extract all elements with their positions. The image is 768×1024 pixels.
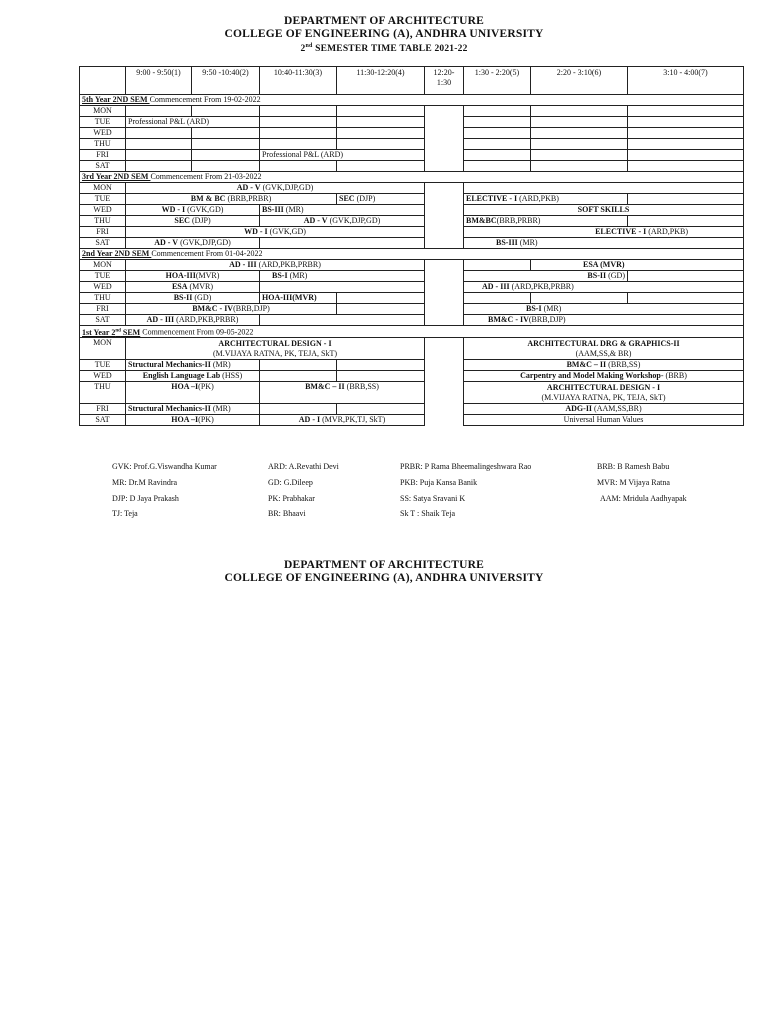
section-header-3rd-year: 3rd Year 2ND SEM Commencement From 21-03-2022 <box>80 172 744 183</box>
dept-title-2: DEPARTMENT OF ARCHITECTURE <box>283 559 485 571</box>
class-slot: ESA (MVR) <box>531 260 744 271</box>
period-1: 9:00 - 9:50(1) <box>126 67 192 95</box>
class-slot: ESA (MVR) <box>126 282 260 293</box>
class-slot: SOFT SKILLS <box>464 205 744 216</box>
class-slot: HOA –I(PK) <box>126 382 260 404</box>
class-slot: BM&C - IV(BRB,DJP) <box>464 315 744 326</box>
class-slot: BS-I (MR) <box>464 304 744 315</box>
class-slot: AD - V (GVK,DJP,GD) <box>260 216 425 227</box>
lunch-period: 12:20-1:30 <box>425 67 464 95</box>
section-row-1st-year <box>80 326 744 338</box>
legend-item: MVR: M Vijaya Ratna <box>597 478 670 487</box>
class-slot: Professional P&L (ARD) <box>260 150 425 161</box>
table-row <box>80 282 744 293</box>
day-label: FRI <box>80 150 126 161</box>
section-row-2nd-year <box>80 249 744 260</box>
day-label: WED <box>80 371 126 382</box>
class-slot <box>260 315 425 326</box>
table-row <box>80 304 744 315</box>
class-slot: AD - I (MVR,PK,TJ, SkT) <box>260 415 425 426</box>
table-row <box>80 271 744 282</box>
day-label: MON <box>80 338 126 360</box>
college-title-2: COLLEGE OF ENGINEERING (A), ANDHRA UNIVERSITY <box>224 572 544 584</box>
day-label: TUE <box>80 194 126 205</box>
class-slot: BS-III (MR) <box>464 238 744 249</box>
day-label: SAT <box>80 161 126 172</box>
table-row <box>80 205 744 216</box>
class-slot: Professional P&L (ARD) <box>126 117 260 128</box>
class-slot: ELECTIVE - I (ARD,PKB) <box>464 194 628 205</box>
day-label: TUE <box>80 271 126 282</box>
class-slot: SEC (DJP) <box>337 194 425 205</box>
class-slot: Universal Human Values <box>464 415 744 426</box>
day-label: THU <box>80 293 126 304</box>
legend-item: DJP: D Jaya Prakash <box>112 494 179 503</box>
class-slot: ELECTIVE - I (ARD,PKB) <box>464 227 744 238</box>
class-slot: HOA-III(MVR) <box>260 293 337 304</box>
day-label: WED <box>80 282 126 293</box>
legend-item: Sk T : Shaik Teja <box>400 509 455 518</box>
day-label: SAT <box>80 238 126 249</box>
class-slot: BS-I (MR) <box>260 271 425 282</box>
legend-item: TJ: Teja <box>112 509 138 518</box>
day-label: WED <box>80 205 126 216</box>
table-row <box>80 238 744 249</box>
day-label: TUE <box>80 117 126 128</box>
class-slot <box>260 238 425 249</box>
class-slot: HOA –I(PK) <box>126 415 260 426</box>
table-row <box>80 360 744 371</box>
period-4: 11:30-12:20(4) <box>337 67 425 95</box>
class-slot: English Language Lab (HSS) <box>126 371 260 382</box>
section-row-5th-year <box>80 95 744 106</box>
class-slot <box>464 183 744 194</box>
table-row <box>80 216 744 227</box>
lunch-break-cell <box>425 260 464 326</box>
class-slot: WD - I (GVK,GD) <box>126 227 425 238</box>
class-slot: BS-III (MR) <box>260 205 425 216</box>
class-slot: ARCHITECTURAL DESIGN - I (M.VIJAYA RATNA, PK, TEJA, SkT) <box>464 382 744 404</box>
legend-item: AAM: Mridula Aadhyapak <box>600 494 687 503</box>
legend-item: GVK: Prof.G.Viswandha Kumar <box>112 462 217 471</box>
legend-item: BRB: B Ramesh Babu <box>597 462 670 471</box>
legend-item: SS: Satya Sravani K <box>400 494 466 503</box>
table-row <box>80 194 744 205</box>
timetable <box>79 66 744 426</box>
class-slot: Carpentry and Model Making Workshop- (BRB) <box>464 371 744 382</box>
period-7: 3:10 - 4:00(7) <box>628 67 744 95</box>
day-label: THU <box>80 139 126 150</box>
class-slot: BM & BC (BRB,PRBR) <box>126 194 337 205</box>
legend-item: PKB: Puja Kansa Banik <box>400 478 478 487</box>
class-slot: AD - III (ARD,PKB,PRBR) <box>126 260 425 271</box>
period-6: 2:20 - 3:10(6) <box>531 67 628 95</box>
class-slot: AD - III (ARD,PKB,PRBR) <box>126 315 260 326</box>
class-slot <box>260 282 425 293</box>
class-slot: Structural Mechanics-II (MR) <box>126 360 260 371</box>
table-row <box>80 260 744 271</box>
day-label: FRI <box>80 227 126 238</box>
day-label: TUE <box>80 360 126 371</box>
table-row <box>80 227 744 238</box>
class-slot: AD - V (GVK,DJP,GD) <box>126 238 260 249</box>
legend-item: BR: Bhaavi <box>268 509 306 518</box>
day-label: SAT <box>80 315 126 326</box>
section-header-1st-year: 1st Year 2nd SEM Commencement From 09-05-2022 <box>80 326 744 338</box>
table-row <box>80 315 744 326</box>
class-slot: ARCHITECTURAL DRG & GRAPHICS-II (AAM,SS,& BR) <box>464 338 744 360</box>
period-3: 10:40-11:30(3) <box>260 67 337 95</box>
class-slot: AD - III (ARD,PKB,PRBR) <box>464 282 744 293</box>
table-row <box>80 183 744 194</box>
table-row <box>80 371 744 382</box>
class-slot: BM&C – II (BRB,SS) <box>260 382 425 404</box>
table-row <box>80 161 744 172</box>
class-slot: WD - I (GVK,GD) <box>126 205 260 216</box>
class-slot: BS-II (GD) <box>126 293 260 304</box>
class-slot: AD - V (GVK,DJP,GD) <box>126 183 425 194</box>
class-slot: HOA-III(MVR) <box>126 271 260 282</box>
lunch-break-cell <box>425 338 464 426</box>
legend-item: MR: Dr.M Ravindra <box>112 478 178 487</box>
day-label: FRI <box>80 304 126 315</box>
period-5: 1:30 - 2:20(5) <box>464 67 531 95</box>
legend-item: PRBR: P Rama Bheemalingeshwara Rao <box>400 462 532 471</box>
legend-item: PK: Prabhakar <box>268 494 315 503</box>
table-row <box>80 293 744 304</box>
table-row <box>80 338 744 360</box>
semester-title: 2nd SEMESTER TIME TABLE 2021-22 <box>300 43 468 55</box>
corner-cell <box>80 67 126 95</box>
class-slot: BM&C - IV(BRB,DJP) <box>126 304 337 315</box>
table-row <box>80 139 744 150</box>
class-slot: BS-II (GD) <box>464 271 628 282</box>
period-2: 9:50 -10:40(2) <box>192 67 260 95</box>
legend-item: GD: G.Dileep <box>268 478 313 487</box>
class-slot: Structural Mechanics-II (MR) <box>126 404 260 415</box>
day-label: WED <box>80 128 126 139</box>
college-title: COLLEGE OF ENGINEERING (A), ANDHRA UNIVERSITY <box>224 28 544 40</box>
day-label: THU <box>80 216 126 227</box>
section-header-2nd-year: 2nd Year 2ND SEM Commencement From 01-04-2022 <box>80 249 744 260</box>
table-row <box>80 117 744 128</box>
day-label: THU <box>80 382 126 404</box>
legend-item: ARD: A.Revathi Devi <box>268 462 339 471</box>
lunch-break-cell <box>425 183 464 249</box>
period-header-row <box>80 67 744 95</box>
table-row <box>80 404 744 415</box>
day-label: SAT <box>80 415 126 426</box>
day-label: MON <box>80 260 126 271</box>
class-slot: BM&BC(BRB,PRBR) <box>464 216 628 227</box>
table-row <box>80 415 744 426</box>
day-label: MON <box>80 106 126 117</box>
section-header-5th-year: 5th Year 2ND SEM Commencement From 19-02-2022 <box>80 95 744 106</box>
day-label: FRI <box>80 404 126 415</box>
class-slot: ADG-II (AAM,SS,BR) <box>464 404 744 415</box>
section-row-3rd-year <box>80 172 744 183</box>
table-row <box>80 382 744 404</box>
class-slot: ARCHITECTURAL DESIGN - I (M.VIJAYA RATNA, PK, TEJA, SkT) <box>126 338 425 360</box>
table-row <box>80 128 744 139</box>
day-label: MON <box>80 183 126 194</box>
dept-title: DEPARTMENT OF ARCHITECTURE <box>283 15 485 27</box>
table-row <box>80 106 744 117</box>
lunch-break-cell <box>425 106 464 172</box>
class-slot: BM&C – II (BRB,SS) <box>464 360 744 371</box>
table-row <box>80 150 744 161</box>
class-slot: SEC (DJP) <box>126 216 260 227</box>
